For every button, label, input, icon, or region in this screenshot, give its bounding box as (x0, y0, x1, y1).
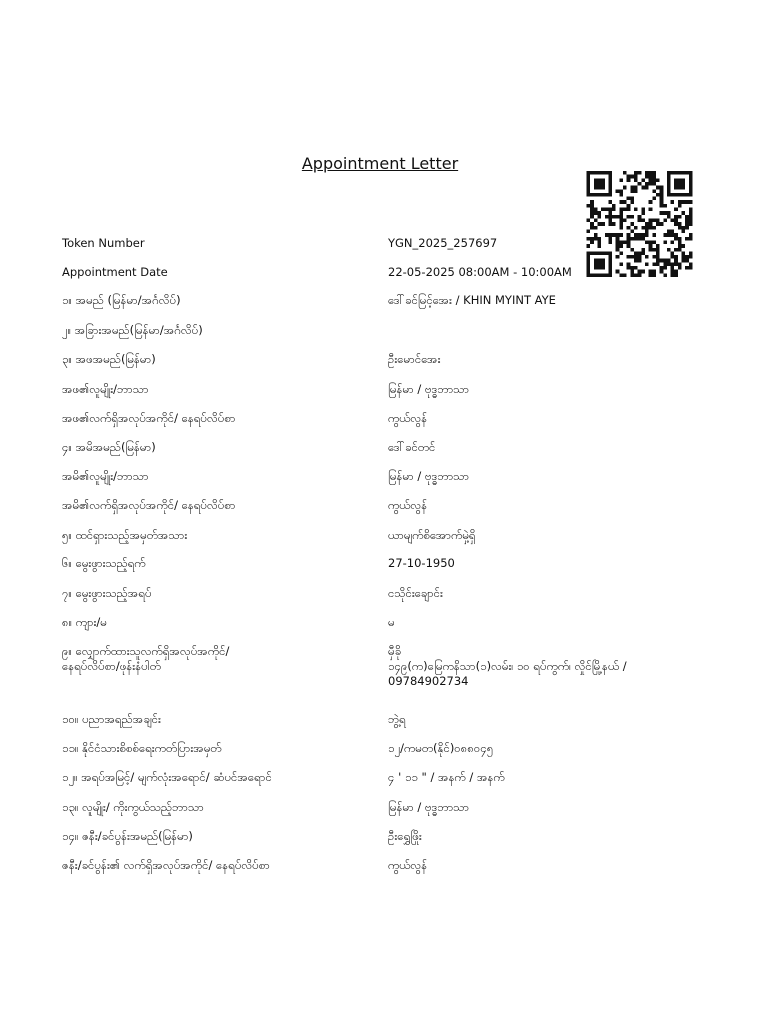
qr-code-image (584, 171, 695, 277)
field-label: ၃။ အဖအမည်(မြန်မာ) (62, 352, 156, 366)
field-value: ကွယ်လွန် (388, 498, 428, 512)
field-label: ၆။ မွေးဖွားသည့်ရက် (62, 556, 146, 570)
field-label: အမိ၏လက်ရှိအလုပ်အကိုင်/ နေရပ်လိပ်စာ (62, 498, 236, 512)
field-label: အဖ၏လူမျိုး/ဘာသာ (62, 382, 149, 396)
document-title: Appointment Letter (301, 154, 459, 173)
field-value: YGN_2025_257697 (388, 236, 498, 250)
field-label: ၇။ မွေးဖွားသည့်အရပ် (62, 586, 152, 600)
field-value: ငသိုင်းချောင်း (388, 586, 443, 600)
field-label: ၁၃။ လူမျိုး/ ကိုးကွယ်သည့်ဘာသာ (62, 800, 204, 814)
field-label: Token Number (62, 236, 145, 250)
field-label: ၈။ ကျား/မ (62, 615, 107, 629)
field-label: အမိ၏လူမျိုး/ဘာသာ (62, 469, 149, 483)
field-value: ဦးမောင်အေး (388, 352, 441, 366)
field-label: ၂။ အခြားအမည်(မြန်မာ/အင်္ဂလိပ်) (62, 323, 203, 337)
field-label: ၅။ ထင်ရှားသည့်အမှတ်အသား (62, 528, 188, 542)
field-value: ဦးရွှေဖြိုး (388, 829, 422, 843)
field-label: Appointment Date (62, 265, 168, 279)
field-label: ၁၀။ ပညာအရည်အချင်း (62, 712, 161, 726)
field-value: မြန်မာ / ဗုဒ္ဓဘာသာ (388, 382, 470, 396)
field-label: ၁။ အမည် (မြန်မာ/အင်္ဂလိပ်) (62, 293, 181, 307)
field-label: ၄။ အမိအမည်(မြန်မာ) (62, 440, 156, 454)
field-value: ဒေါ်ခင်မြင့်အေး / KHIN MYINT AYE (388, 293, 556, 307)
field-value: ယာမျက်စိအောက်မှဲ့ရှိ (388, 528, 476, 542)
field-label: ၁၁။ နိုင်ငံသားစိစစ်ရေးကတ်ပြားအမှတ် (62, 741, 222, 755)
field-value: ၄ ' ၁၁ " / အနက် / အနက် (388, 770, 505, 784)
field-label: ၁၄။ ဇနီး/ခင်ပွန်းအမည်(မြန်မာ) (62, 829, 193, 843)
field-value: 27-10-1950 (388, 556, 455, 570)
field-label: ၉။ လျှောက်ထားသူလက်ရှိအလုပ်အကိုင်/ နေရပ်လိပ်စာ/ဖုန်းနံပါတ် (62, 644, 230, 673)
field-value: မြန်မာ / ဗုဒ္ဓဘာသာ (388, 800, 470, 814)
field-label: ၁၂။ အရပ်အမြင့်/ မျက်လုံးအရောင်/ ဆံပင်အရောင် (62, 770, 272, 784)
field-value: ၁၂/ကမတ(နိုင်)၀၈၈၀၄၅ (388, 741, 494, 755)
field-value: ဘွဲ့ရ (388, 712, 406, 726)
field-value: မြန်မာ / ဗုဒ္ဓဘာသာ (388, 469, 470, 483)
field-value: ကွယ်လွန် (388, 858, 428, 872)
field-value: 22-05-2025 08:00AM - 10:00AM (388, 265, 572, 279)
field-value: မှီခို ၁၄၉(က)မြေကနိသာ(၁)လမ်း၊ ၁၀ ရပ်ကွက်၊ လှိုင်မြို့နယ် / 09784902734 (388, 644, 627, 688)
field-label: အဖ၏လက်ရှိအလုပ်အကိုင်/ နေရပ်လိပ်စာ (62, 411, 236, 425)
field-value: မ (388, 615, 395, 629)
field-value: ကွယ်လွန် (388, 411, 428, 425)
field-label: ဇနီး/ခင်ပွန်း၏ လက်ရှိအလုပ်အကိုင်/ နေရပ်လိပ်စာ (62, 858, 270, 872)
field-value: ဒေါ်ခင်တင် (388, 440, 436, 454)
